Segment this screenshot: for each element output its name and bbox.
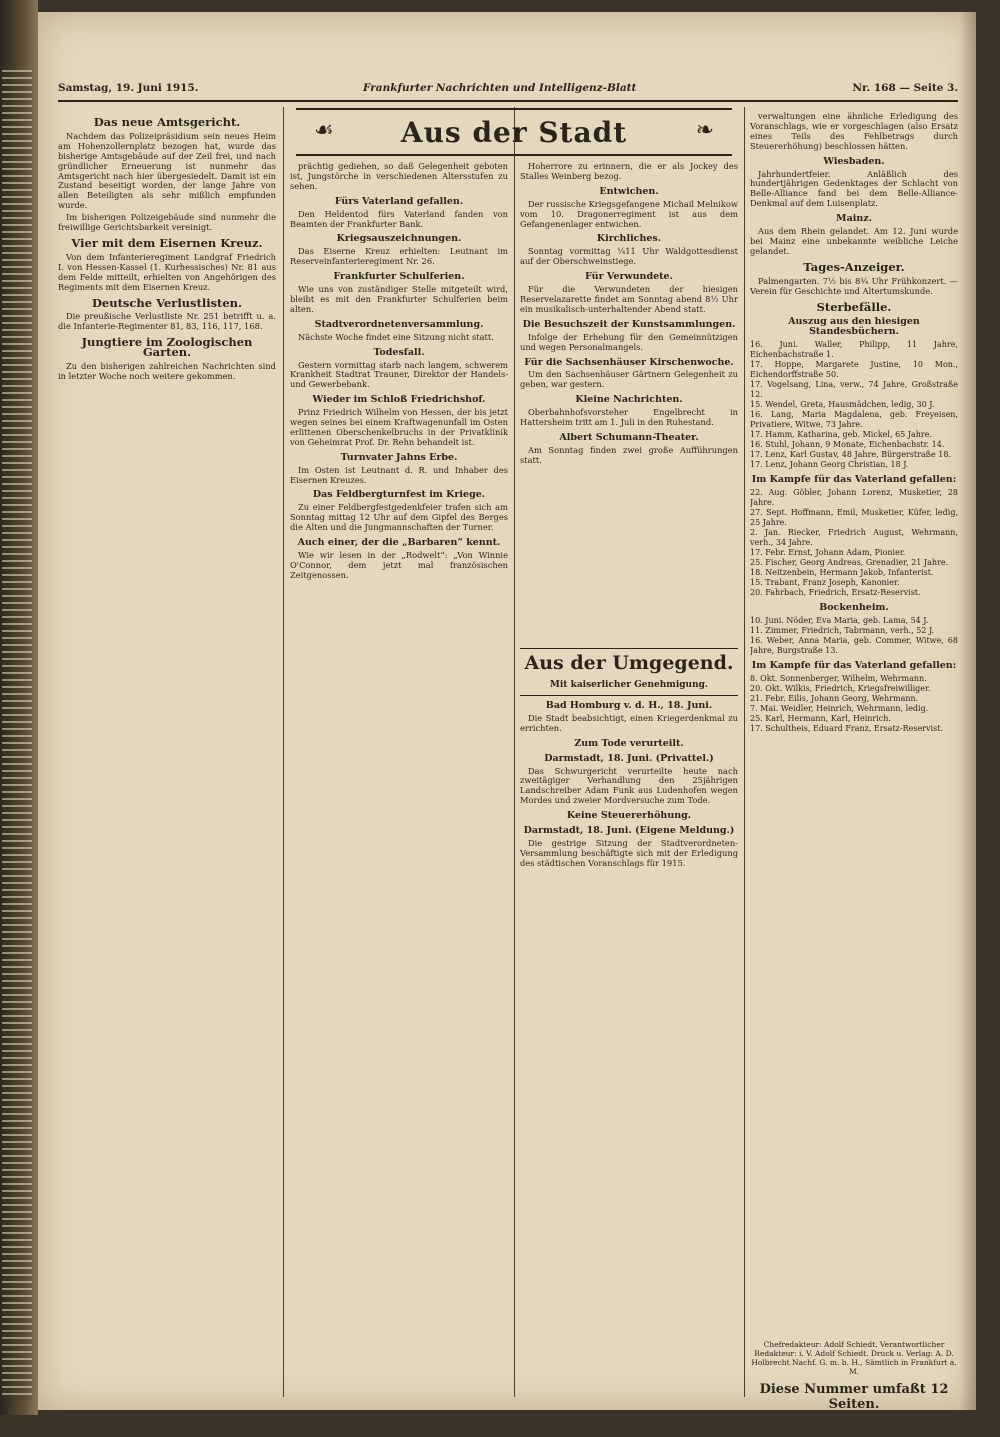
list-item: 16. Lang, Maria Magdalena, geb. Freyeisen, Privatiere, Witwe, 73 Jahre. xyxy=(750,410,958,430)
article-paragraph: Von dem Infanterieregiment Landgraf Friedrich I. von Hessen-Kassel (1. Kurhessisches) Nr. 81 aus dem Felde mitteilt, erhielten von Angehörigen des Regiments mit dem Eisernen Kreuz. xyxy=(58,251,276,292)
newspaper-page xyxy=(38,12,976,1410)
article-heading: Kleine Nachrichten. xyxy=(575,394,683,406)
list-item: 17. Lenz, Johann Georg Christian, 18 J. xyxy=(750,460,909,470)
list-item: 17. Febr. Ernst, Johann Adam, Pionier. xyxy=(750,548,906,558)
list-item: 27. Sept. Hoffmann, Emil, Musketier, Küfer, ledig, 25 Jahre. xyxy=(750,508,958,528)
header-page-number: Nr. 168 — Seite 3. xyxy=(852,82,958,94)
list-subheading: Bockenheim. xyxy=(819,602,889,614)
column-3-bottom xyxy=(520,696,738,1396)
article-paragraph: Die preußische Verlustliste Nr. 251 betrifft u. a. die Infanterie-Regimenter 81, 83, 116, 117, 168. xyxy=(58,311,276,332)
article-heading: Fürs Vaterland gefallen. xyxy=(334,195,464,207)
column-2 xyxy=(290,162,508,1437)
article-paragraph: Gestern vormittag starb nach langem, schwerem Krankheit Stadtrat Trauner, Direktor der Handels- und Gewerbebank. xyxy=(290,359,508,390)
article-paragraph: Jahrhundertfeier. Anläßlich des hundertjährigen Gedenktages der Schlacht von Belle-Alliance fand bei dem Belle-Alliance-Denkmal auf dem Luisenplatz. xyxy=(750,168,958,209)
dateline: Bad Homburg v. d. H., 18. Juni. xyxy=(545,700,713,711)
article-heading: Das neue Amtsgericht. xyxy=(93,115,241,129)
imprint-credits: Chefredakteur: Adolf Schiedt. Verantwortlicher Redakteur: i. V. Adolf Schiedt. Druck u. Verlag: A. D. Holbrecht Nachf. G. m. b. H., Sämtlich in Frankfurt a. M. xyxy=(751,1340,957,1376)
article-paragraph: Die gestrige Sitzung der Stadtverordneten-Versammlung beschäftigte sich mit der Erledigung des städtischen Voranschlags für 1915. xyxy=(520,837,738,868)
list-item: 17. Schultheis, Eduard Franz, Ersatz-Reservist. xyxy=(750,723,943,733)
article-heading: Für Verwundete. xyxy=(585,271,673,283)
article-paragraph: Oberbahnhofsvorsteher Engelbrecht in Hattersheim tritt am 1. Juli in den Ruhestand. xyxy=(520,407,738,428)
page-count-notice: Diese Nummer umfaßt 12 Seiten. xyxy=(759,1382,949,1412)
list-item: 17. Vogelsang, Lina, verw., 74 Jahre, Großstraße 12. xyxy=(750,380,958,400)
article-paragraph: Infolge der Erhebung für den Gemeinnützigen und wegen Personalmangels. xyxy=(520,331,738,352)
list-subheading: Im Kampfe für das Vaterland gefallen: xyxy=(751,660,957,672)
header-paper-name: Frankfurter Nachrichten und Intelligenz-Blatt xyxy=(363,82,637,94)
list-item: 2. Jan. Riecker, Friedrich August, Wehrmann, verh., 34 Jahre. xyxy=(750,528,958,548)
list-item: 15. Trabant, Franz Joseph, Kanonier. xyxy=(750,578,900,588)
article-heading: Entwichen. xyxy=(599,185,659,197)
article-heading: Wiesbaden. xyxy=(823,155,885,167)
article-paragraph: Prinz Friedrich Wilhelm von Hessen, der bis jetzt wegen seines bei einem Kraftwagenunfall im Osten erlittenen Oberschenkelbruchs in der Privatklinik von Geheimrat Prof. Dr. Rehn behandelt ist. xyxy=(290,407,508,447)
adjacent-page-edge xyxy=(2,70,32,1400)
article-paragraph: Palmengarten. 7½ bis 8¾ Uhr Frühkonzert. — Verein für Geschichte und Altertumskunde. xyxy=(750,275,958,296)
page-header xyxy=(58,76,958,102)
article-paragraph: prächtig gediehen, so daß Gelegenheit geboten ist, Jungstörche in verschiedenen Altersstufen zu sehen. xyxy=(290,162,508,191)
section-title: Aus der Stadt xyxy=(400,116,628,149)
article-paragraph: Den Heldentod fürs Vaterland fanden von Beamten der Frankfurter Bank. xyxy=(290,208,508,229)
list-item: 16. Juni. Waller, Philipp, 11 Jahre, Eichenbachstraße 1. xyxy=(750,340,958,360)
article-paragraph: Sonntag vormittag ¼11 Uhr Waldgottesdienst auf der Oberschweinstiege. xyxy=(520,246,738,267)
column-4 xyxy=(750,112,958,1342)
dateline: Darmstadt, 18. Juni. (Eigene Meldung.) xyxy=(523,825,735,837)
column-1 xyxy=(58,112,276,1387)
section-title-umgegend: Aus der Umgegend. xyxy=(524,652,734,674)
article-paragraph: Wie uns von zuständiger Stelle mitgeteilt wird, bleibt es mit den Frankfurter Schulferien beim alten. xyxy=(290,284,508,314)
article-paragraph: Zu den bisherigen zahlreichen Nachrichten sind in letzter Woche noch weitere gekommen. xyxy=(58,361,276,381)
article-paragraph: Nächste Woche findet eine Sitzung nicht statt. xyxy=(298,331,494,342)
article-heading: Kirchliches. xyxy=(596,233,662,245)
article-paragraph: Für die Verwundeten der hiesigen Reservelazarette findet am Sonntag abend 8½ Uhr ein musikalisch-unterhaltender Abend statt. xyxy=(520,284,738,314)
article-heading: Jungtiere im Zoologischen Garten. xyxy=(81,335,253,360)
article-heading: Zum Tode verurteilt. xyxy=(574,737,684,749)
header-date: Samstag, 19. Juni 1915. xyxy=(58,82,199,94)
list-item: 20. Fahrbach, Friedrich, Ersatz-Reservist. xyxy=(750,588,921,598)
list-item: 17. Hamm, Katharina, geb. Mickel, 65 Jahre. xyxy=(750,430,933,440)
article-heading: Sterbefälle. xyxy=(816,299,892,314)
article-paragraph: Im Osten ist Leutnant d. R. und Inhaber des Eisernen Kreuzes. xyxy=(290,464,508,485)
article-heading: Das Feldbergturnfest im Kriege. xyxy=(312,489,486,501)
list-item: 21. Febr. Eilis, Johann Georg, Wehrmann. xyxy=(750,693,919,703)
article-heading: Turnvater Jahns Erbe. xyxy=(340,451,458,463)
article-paragraph: Der russische Kriegsgefangene Michail Melnikow vom 10. Dragonerregiment ist aus dem Gefangenenlager entwichen. xyxy=(520,198,738,229)
list-subheading: Im Kampfe für das Vaterland gefallen: xyxy=(751,474,957,486)
dateline: Darmstadt, 18. Juni. (Privattel.) xyxy=(544,752,714,764)
article-heading: Auch einer, der die „Barbaren“ kennt. xyxy=(297,537,501,549)
article-paragraph: Wie wir lesen in der „Rodwelt“: „Von Winnie O'Connor, dem jetzt mal französischen Zeitgenossen. xyxy=(290,550,508,580)
article-paragraph: Aus dem Rhein gelandet. Am 12. Juni wurde bei Mainz eine unbekannte weibliche Leiche gelandet. xyxy=(750,226,958,256)
article-paragraph: Die Stadt beabsichtigt, einen Kriegerdenkmal zu errichten. xyxy=(520,712,738,733)
article-heading: Mainz. xyxy=(836,213,872,225)
list-item: 25. Karl, Hermann, Karl, Heinrich. xyxy=(750,713,891,723)
list-item: 7. Mai. Weidler, Heinrich, Wehrmann, ledig. xyxy=(750,703,929,713)
article-heading: Tages-Anzeiger. xyxy=(803,259,905,274)
list-item: 15. Wendel, Greta, Hausmädchen, ledig, 30 J. xyxy=(750,400,935,410)
article-paragraph: Zu einer Feldbergfestgedenkfeier trafen sich am Sonntag mittag 12 Uhr auf dem Gipfel des Berges die Alten und die Jungmannschaften der Turner. xyxy=(290,502,508,533)
article-heading: Die Besuchszeit der Kunstsammlungen. xyxy=(522,318,736,330)
list-item: 10. Juni. Nöder, Eva Maria, geb. Lama, 54 J. xyxy=(750,616,929,626)
ornament-right-icon: ❧ xyxy=(695,118,714,143)
list-item: 17. Hoppe, Margarete Justine, 10 Mon., Eichendorffstraße 50. xyxy=(750,360,958,380)
ornament-left-icon: ☙ xyxy=(314,118,334,143)
article-paragraph: Das Schwurgericht verurteilte heute nach zweitägiger Verhandlung den 25jährigen Landschreiber Adam Funk aus Ludenhofen wegen Mordes und zweier Mordversuche zum Tode. xyxy=(520,765,738,806)
article-paragraph: Hoherrore zu erinnern, die er als Jockey des Stalles Weinberg bezog. xyxy=(520,162,738,181)
article-paragraph: verwaltungen eine ähnliche Erledigung des Voranschlags, wie er vorgeschlagen (also Ersatz eines Teils des Fehlbetrags durch Steuererhöhung) beschlossen hätten. xyxy=(750,112,958,151)
list-item: 17. Lenz, Karl Gustav, 48 Jahre, Bürgerstraße 18. xyxy=(750,450,952,460)
article-heading: Kriegsauszeichnungen. xyxy=(336,233,462,245)
article-heading: Deutsche Verlustlisten. xyxy=(91,295,243,310)
article-paragraph: Am Sonntag finden zwei große Aufführungen statt. xyxy=(520,444,738,465)
column-rule xyxy=(744,107,745,1397)
list-item: 20. Okt. Wilkis, Friedrich, Kriegsfreiwilliger. xyxy=(750,683,931,693)
column-3-top xyxy=(520,162,738,642)
article-heading: Wieder im Schloß Friedrichshof. xyxy=(312,394,486,406)
article-paragraph: Nachdem das Polizeipräsidium sein neues Heim am Hohenzollernplatz bezogen hat, wurde das bisherige Amtsgebäude auf der Zeil frei, und nach gründlicher Erneuerung ist nunmehr das Amtsgericht nach hier übergesiedelt. Damit ist ein Zustand beseitigt worden, der lange Jahre von allen Beteiligten als sehr mißlich empfunden wurde. xyxy=(58,130,276,211)
list-item: 8. Okt. Sonnenberger, Wilhelm, Wehrmann. xyxy=(750,673,927,683)
binding-spine xyxy=(0,0,38,1415)
column-rule xyxy=(283,107,284,1397)
column-rule xyxy=(514,107,515,1397)
list-item: 18. Neitzenbein, Hermann Jakob, Infanterist. xyxy=(750,568,934,578)
list-item: 16. Stuhl, Johann, 9 Monate, Eichenbachstr. 14. xyxy=(750,440,945,450)
page-edge-shadow xyxy=(960,12,976,1410)
article-paragraph: Das Eiserne Kreuz erhielten: Leutnant im Reserveinfanterieregiment Nr. 26. xyxy=(290,246,508,267)
article-heading: Todesfall. xyxy=(373,346,425,358)
article-heading: Frankfurter Schulferien. xyxy=(333,271,465,283)
article-heading: Vier mit dem Eisernen Kreuz. xyxy=(71,235,263,250)
article-heading: Albert Schumann-Theater. xyxy=(559,431,699,443)
article-heading: Stadtverordnetenversammlung. xyxy=(314,318,484,330)
article-paragraph: Im bisherigen Polizeigebäude sind nunmehr die freiwillige Gerichtsbarkeit vereinigt. xyxy=(58,212,276,233)
list-item: 25. Fischer, Georg Andreas, Grenadier, 21 Jahre. xyxy=(750,558,949,568)
list-item: 16. Weber, Anna Maria, geb. Commer, Witwe, 68 Jahre, Burgstraße 13. xyxy=(750,636,958,656)
article-heading: Keine Steuererhöhung. xyxy=(566,810,692,822)
list-item: 11. Zimmer, Friedrich, Tabrmann, verh., 52 J. xyxy=(750,626,935,636)
article-paragraph: Um den Sachsenhäuser Gärtnern Gelegenheit zu geben, war gestern. xyxy=(520,369,738,390)
list-item: 22. Aug. Göbler, Johann Lorenz, Musketier, 28 Jahre. xyxy=(750,488,958,508)
section-subtitle: Mit kaiserlicher Genehmigung. xyxy=(549,680,709,690)
article-heading: Für die Sachsenhäuser Kirschenwoche. xyxy=(524,356,734,368)
list-subheading: Auszug aus den hiesigen Standesbüchern. xyxy=(788,316,920,338)
section-banner xyxy=(296,108,732,156)
